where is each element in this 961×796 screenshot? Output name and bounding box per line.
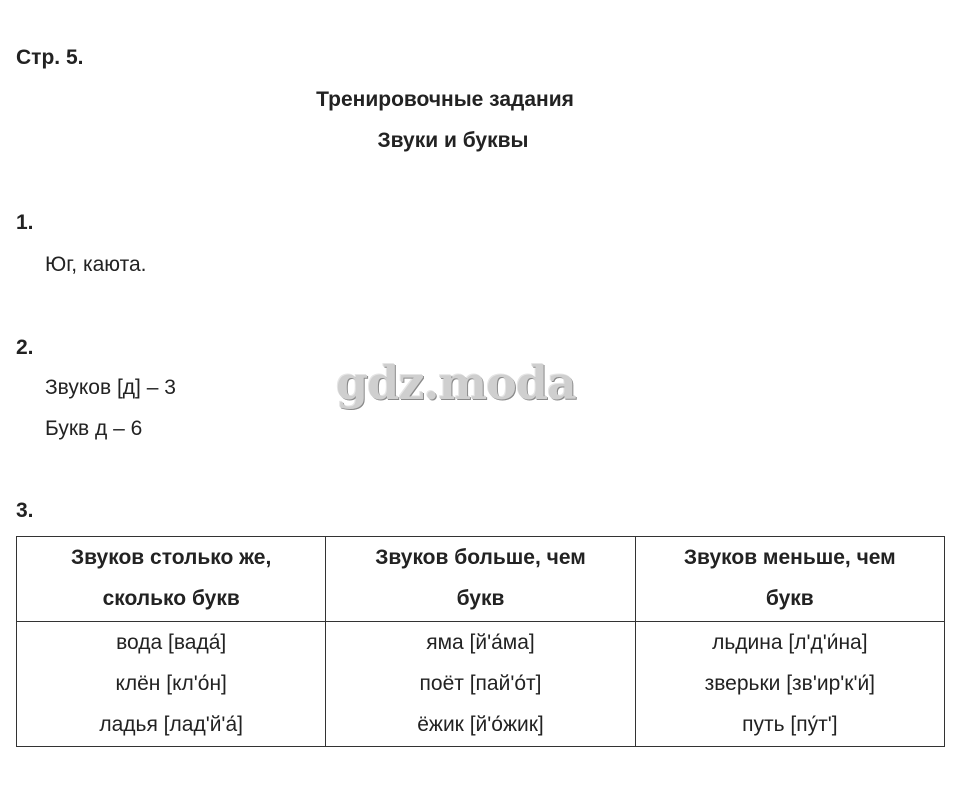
sounds-letters-table [16, 536, 945, 747]
word-entry: вода [вада́] [116, 631, 227, 654]
header-text: букв [456, 587, 505, 610]
word-entry: льдина [л'д'и́на] [712, 631, 868, 654]
header-more-sounds [326, 537, 635, 622]
section-title: Тренировочные задания [316, 88, 574, 111]
page-reference: Стр. 5. [16, 46, 84, 69]
header-text: Звуков меньше, чем [683, 546, 896, 569]
word-entry: яма [й'а́ма] [426, 631, 535, 654]
column-more-sounds [326, 622, 635, 747]
header-text: букв [765, 587, 814, 610]
header-text: Звуков столько же, [71, 546, 272, 569]
word-entry: ладья [лад'й'а́] [99, 713, 243, 736]
task-1-answer: Юг, каюта. [45, 253, 147, 276]
word-entry: поёт [пай'о́т] [419, 672, 542, 695]
task-2-answer-line-2: Букв д – 6 [45, 417, 143, 440]
table-header-row [17, 537, 945, 622]
word-entry: ёжик [й'о́жик] [417, 713, 544, 736]
task-2-number: 2. [16, 336, 34, 359]
table-row [17, 622, 945, 747]
word-entry: зверьки [зв'ир'к'и́] [704, 672, 876, 695]
task-3-number: 3. [16, 499, 34, 522]
header-equal-sounds [17, 537, 326, 622]
column-fewer-sounds [635, 622, 944, 747]
word-entry: путь [пу́т'] [742, 713, 838, 736]
header-text: Звуков больше, чем [375, 546, 586, 569]
task-2-answer-line-1: Звуков [д] – 3 [45, 376, 176, 399]
column-equal-sounds [17, 622, 326, 747]
word-entry: клён [кл'о́н] [115, 672, 227, 695]
watermark-logo: gdz.moda [336, 356, 576, 410]
header-text: сколько букв [102, 587, 240, 610]
task-1-number: 1. [16, 211, 34, 234]
header-fewer-sounds [635, 537, 944, 622]
section-subtitle: Звуки и буквы [377, 129, 529, 152]
